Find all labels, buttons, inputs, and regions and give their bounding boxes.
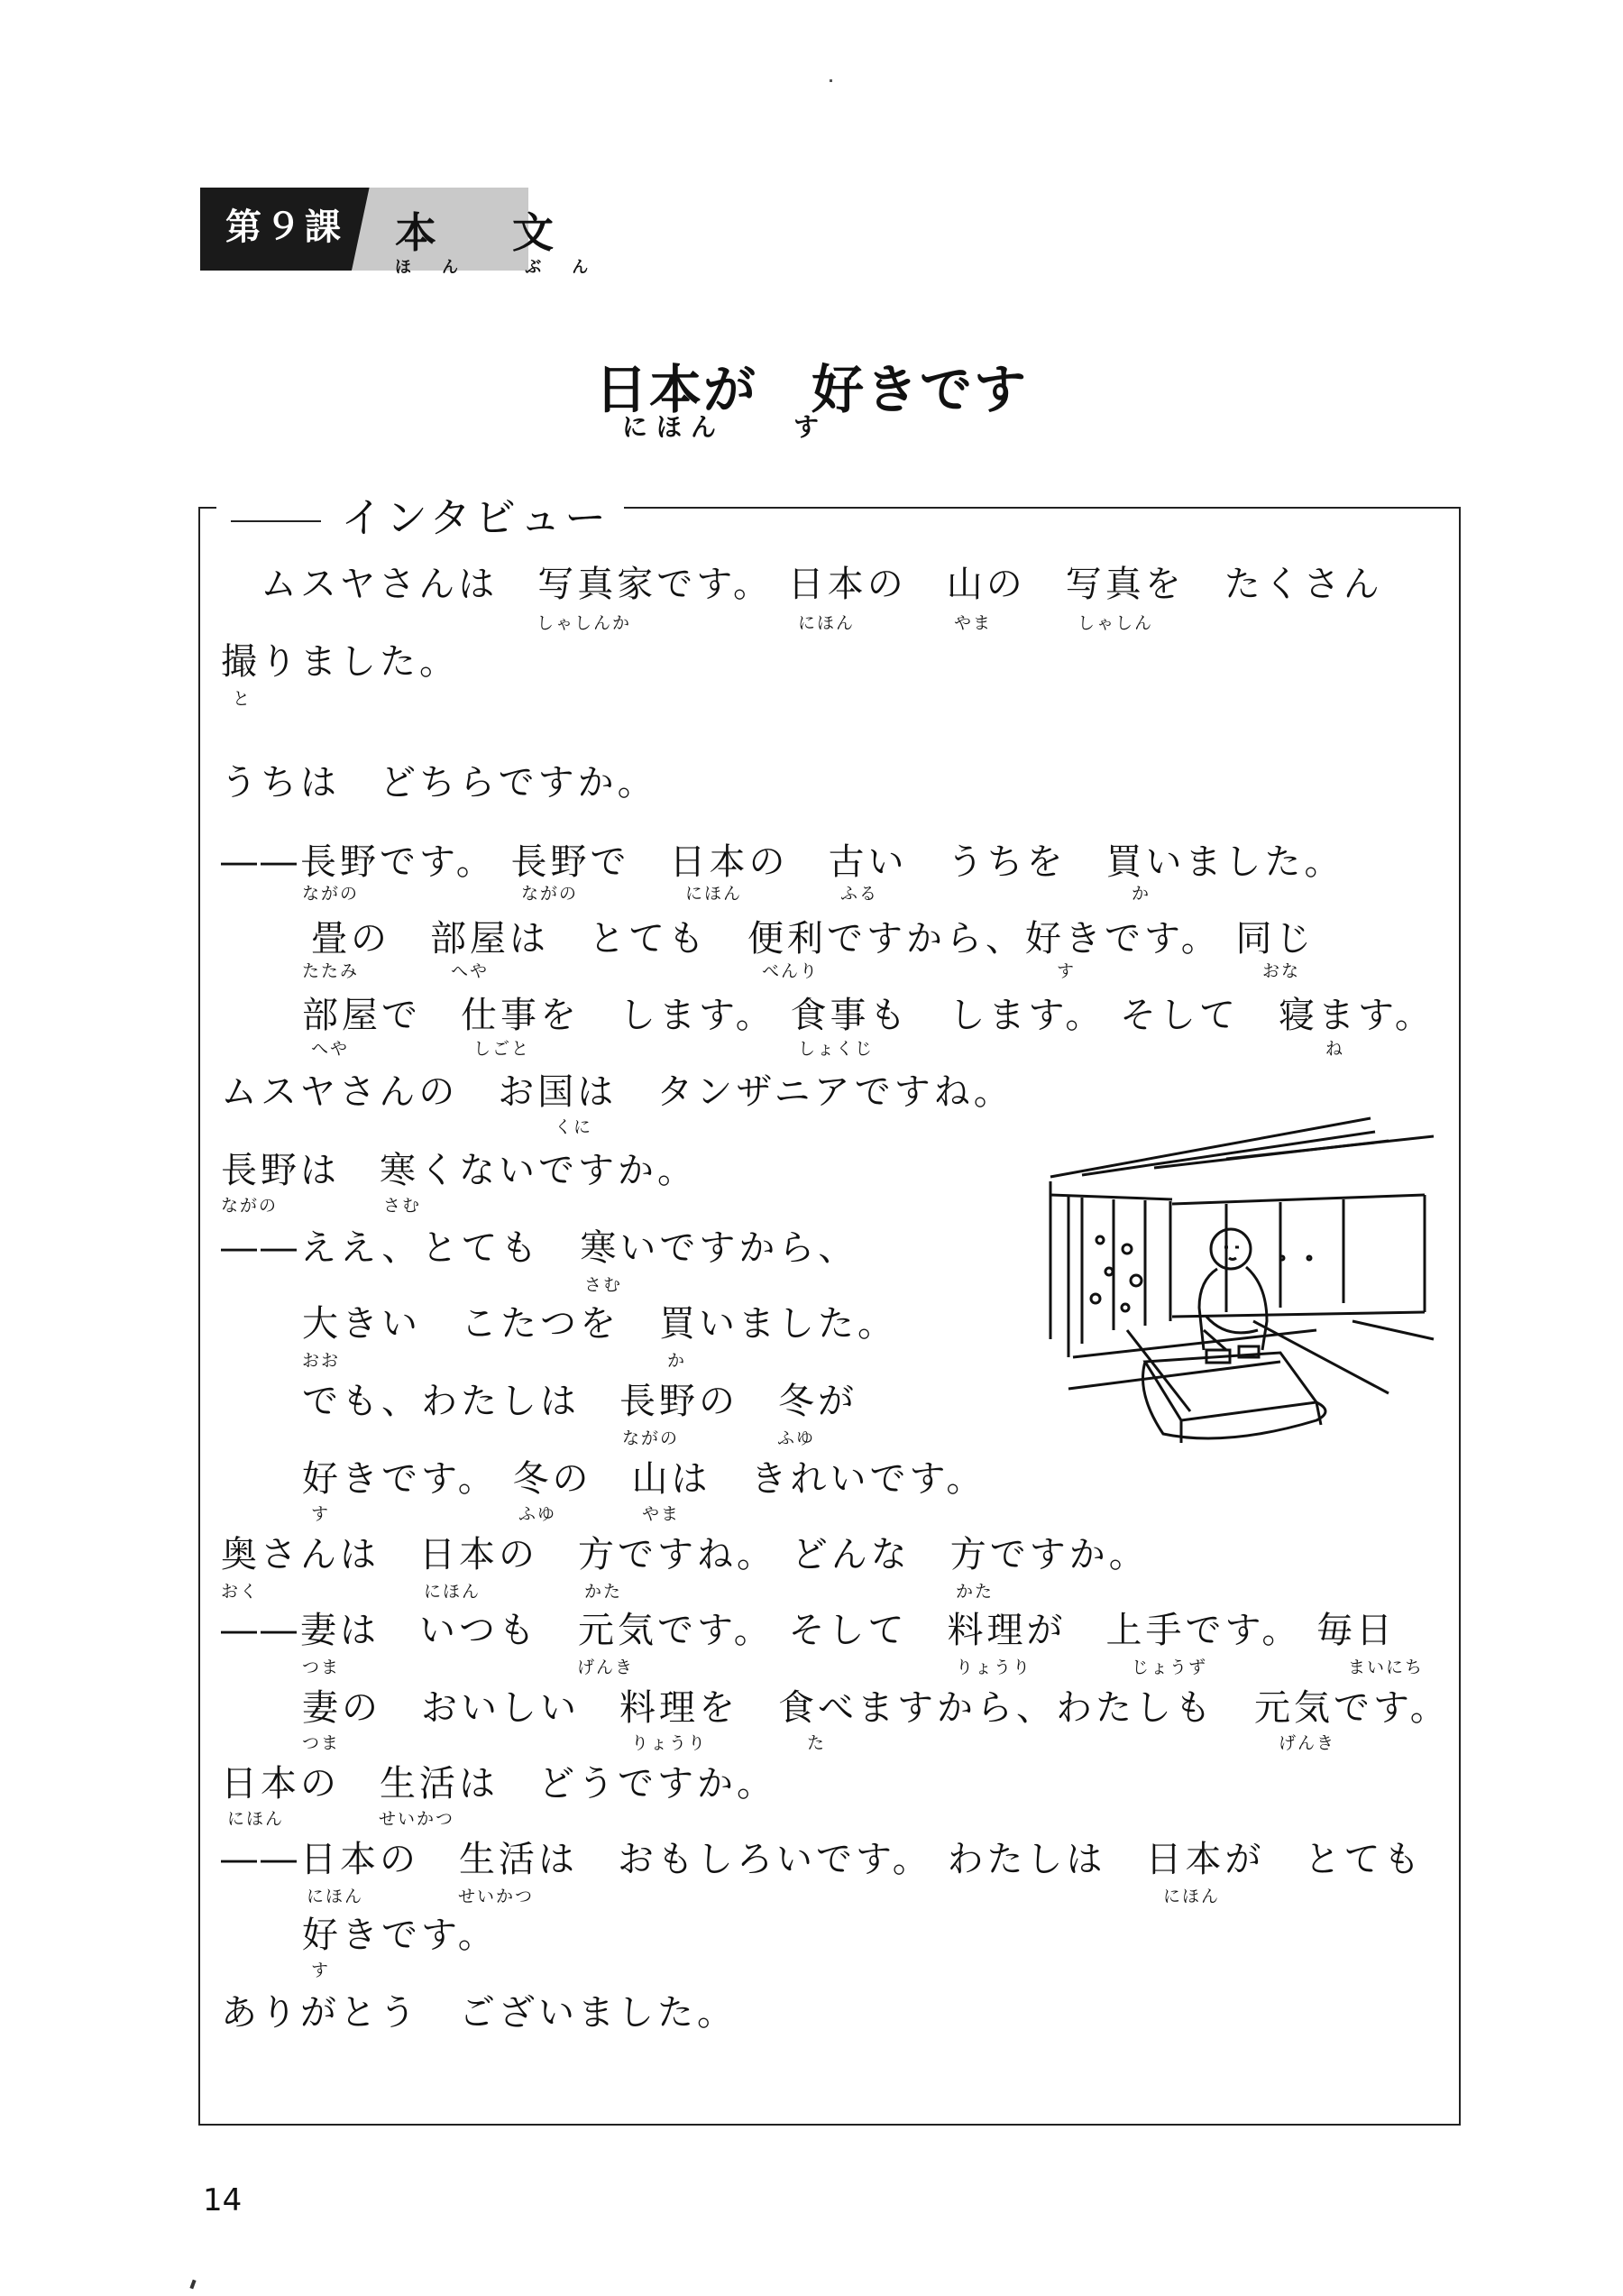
ruby: さむ (584, 1275, 623, 1295)
ruby: りょうり (631, 1733, 708, 1753)
ruby: おな (1262, 961, 1301, 981)
ruby: げんき (1279, 1733, 1336, 1753)
text-line: 好きです。 (302, 1915, 498, 1956)
ruby: つま (302, 1658, 341, 1677)
text-line: でも、わたしは 長野の 冬が (302, 1381, 857, 1422)
ruby: にほん (424, 1582, 481, 1602)
ruby: ながの (302, 884, 360, 904)
ruby: しゃしん (1077, 613, 1154, 633)
text-line: 日本の 生活は どうですか。 (221, 1763, 776, 1805)
ruby: ふる (840, 884, 879, 904)
section-ruby: ほん ぶん (395, 258, 619, 277)
ruby: まいにち (1348, 1658, 1425, 1677)
ruby: と (233, 689, 252, 709)
text-line: ――妻は いつも 元気です。 そして 料理が 上手です。 毎日 (221, 1610, 1397, 1651)
ruby: す (311, 1504, 331, 1524)
text-line: ムスヤさんの お国は タンザニアですね。 (221, 1071, 1013, 1113)
ruby: す (311, 1961, 331, 1980)
ruby: か (1132, 884, 1151, 904)
ruby: ふゆ (518, 1504, 557, 1524)
ruby: たたみ (302, 961, 360, 981)
ruby: しゃしんか (536, 613, 632, 633)
ruby: にほん (685, 884, 743, 904)
text-line: 妻の おいしい 料理を 食べますから、わたしも 元気です。 (302, 1687, 1450, 1729)
ruby: にほん (227, 1809, 285, 1829)
scan-mark (189, 2280, 196, 2290)
page-number: 14 (203, 2182, 243, 2218)
ruby: にほん (798, 613, 856, 633)
ruby: す (1057, 961, 1077, 981)
lesson-label: 第９課 (225, 207, 344, 248)
ruby: くに (555, 1117, 593, 1137)
scan-speck (830, 79, 832, 82)
ruby: げんき (577, 1658, 635, 1677)
ruby: ながの (521, 884, 579, 904)
ruby: か (667, 1351, 687, 1371)
text-line: ――日本の 生活は おもしろいです。 わたしは 日本が とても (221, 1839, 1424, 1880)
text-line: ――ええ、とても 寒いですから、 (221, 1227, 858, 1269)
ruby: へや (311, 1039, 350, 1059)
text-line: 部屋で 仕事を します。 食事も します。 そして 寝ます。 (302, 995, 1435, 1036)
ruby: しごと (473, 1039, 531, 1059)
ruby: しょくじ (798, 1039, 875, 1059)
ruby: せいかつ (458, 1887, 535, 1906)
ruby: やま (642, 1504, 681, 1524)
ruby: にほん (307, 1887, 364, 1906)
text-line: ありがとう ございました。 (221, 1992, 737, 2034)
text-line: うちは どちらですか。 (221, 762, 657, 804)
ruby: かた (584, 1582, 623, 1602)
ruby: ながの (622, 1428, 680, 1448)
ruby: さむ (383, 1196, 422, 1216)
text-line: 長野は 寒くないですか。 (221, 1150, 697, 1191)
ruby: かた (956, 1582, 995, 1602)
ruby: せいかつ (379, 1809, 455, 1829)
ruby: おく (221, 1582, 260, 1602)
kotatsu-room-illustration (1046, 1114, 1443, 1474)
ruby: りょうり (956, 1658, 1032, 1677)
ruby: じょうず (1132, 1658, 1208, 1677)
ruby: おお (302, 1351, 341, 1371)
ruby: やま (954, 613, 993, 633)
text-line: 大きい こたつを 買いました。 (302, 1303, 897, 1345)
section-title: 本 文 (395, 208, 585, 257)
ruby: べんり (762, 961, 820, 981)
frame-label: インタビュー (216, 485, 624, 545)
ruby: た (807, 1733, 827, 1753)
text-line: 奥さんは 日本の 方ですね。 どんな 方ですか。 (221, 1534, 1149, 1575)
ruby: つま (302, 1733, 341, 1753)
text-line: ――長野です。 長野で 日本の 古い うちを 買いました。 (221, 841, 1344, 883)
ruby: へや (451, 961, 490, 981)
ruby: ながの (221, 1196, 279, 1216)
ruby: ふゆ (777, 1428, 816, 1448)
ruby: にほん (1163, 1887, 1221, 1906)
page-title: 日本が 好きです (594, 359, 1028, 420)
page-title-ruby: にほん す (622, 412, 829, 442)
text-line: 撮りました。 (221, 641, 459, 683)
text-line: 好きです。 冬の 山は きれいです。 (302, 1458, 986, 1500)
text-line: 畳の 部屋は とても 便利ですから、好きです。 同じ (311, 918, 1316, 960)
ruby: ね (1325, 1039, 1345, 1059)
text-line: ムスヤさんは 写真家です。 日本の 山の 写真を たくさん (221, 564, 1383, 605)
